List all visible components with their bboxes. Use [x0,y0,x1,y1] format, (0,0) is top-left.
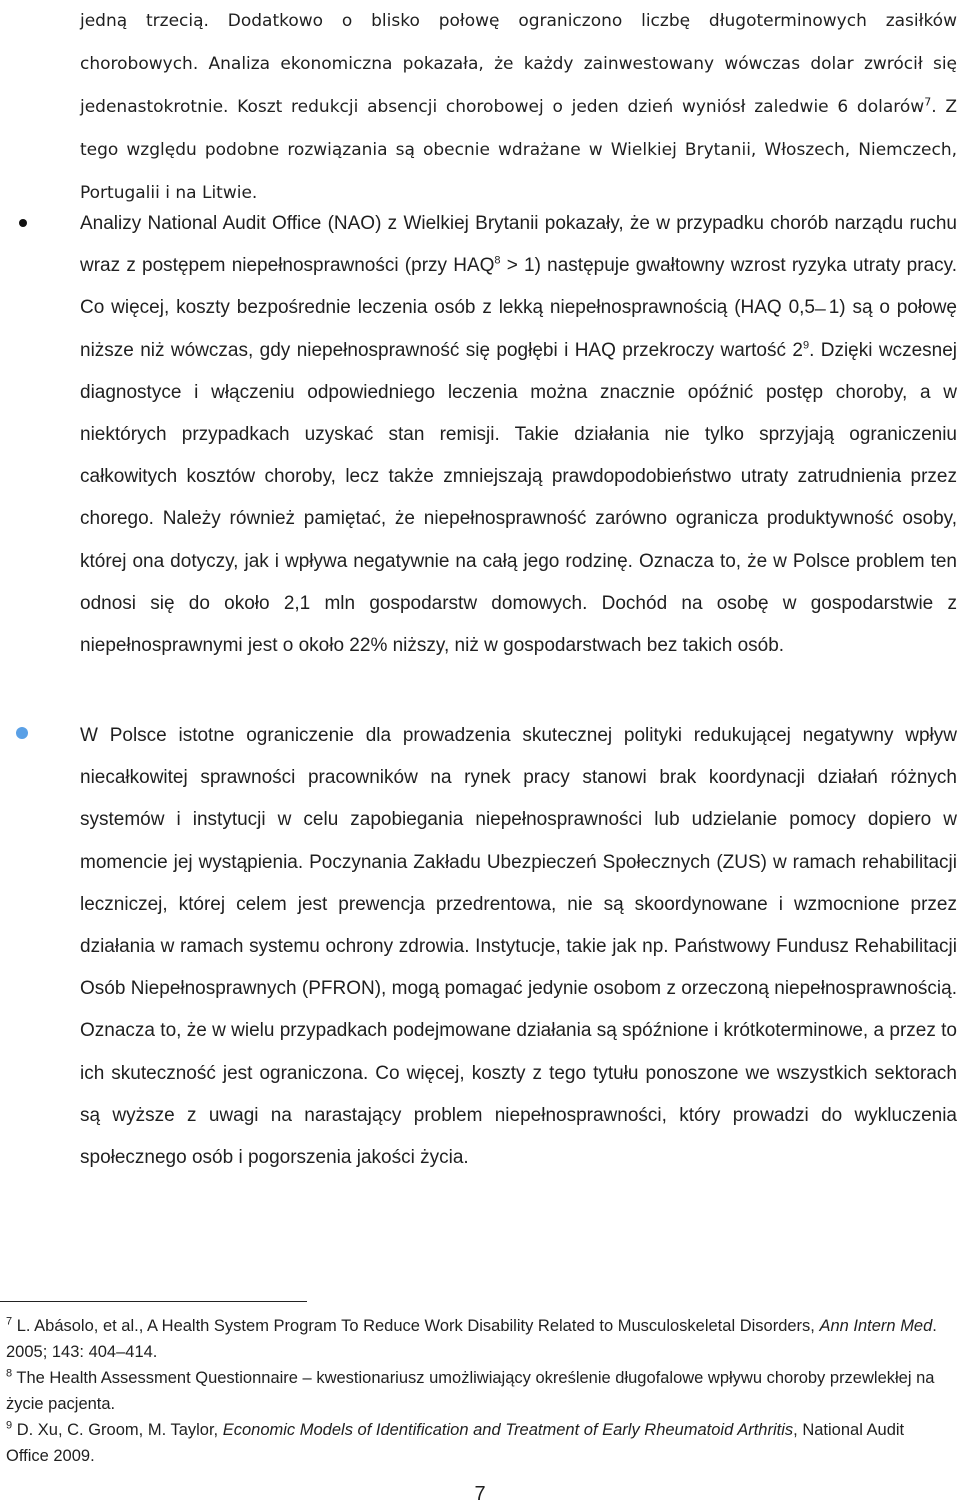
footnote-number: 8 [6,1367,13,1380]
footnote-ref[interactable]: 9 [802,339,810,352]
paragraph-text: jedną trzecią. Dodatkowo o blisko połowę ograniczono liczbę długoterminowych zasiłków chorobowych. Analiza ekonomiczna pokazała, że każdy zainwestowany wówczas dolar zwrócił się jedenastokrotnie. Koszt redukcji absencji chorobowej o jeden dzień wyniósł zaledwie 6 dolarów [80,11,957,117]
footnotes [6,1313,951,1469]
footnote-number: 7 [6,1315,13,1328]
footnote-ref[interactable]: 8 [494,254,501,267]
footnote-item [6,1417,951,1469]
paragraph-text: > 1) następuje gwałtowny wzrost ryzyka utraty pracy. Co więcej, koszty bezpośrednie leczenia osób z lekką niepełnosprawnością (HAQ 0,5 ̶ 1) są o połowę niższe niż wówczas, gdy niepełnosprawność się pogłębi i HAQ przekroczy wartość 2 [80,255,957,361]
footnote-item [6,1365,951,1417]
footnote-number: 9 [6,1419,13,1432]
footnote-text: L. Abásolo, et al., A Health System Program To Reduce Work Disability Related to Musculoskeletal Disorders, [12,1317,820,1335]
paragraph-text: . Dzięki wczesnej diagnostyce i włączeniu odpowiedniego leczenia można znacznie opóźnić postęp choroby, a w niektórych przypadkach uzyskać stan remisji. Takie działania nie tylko sprzyjają ograniczeniu całkowitych kosztów choroby, lecz także zmniejszają prawdopodobieństwo utraty zatrudnienia przez chorego. Należy również pamiętać, że niepełnosprawność zarówno ogranicza produktywność osoby, której ona dotyczy, jak i wpływa negatywnie na całą jego rodzinę. Oznacza to, że w Polsce problem ten odnosi się do około 2,1 mln gospodarstw domowych. Dochód na osobę w gospodarstwie z niepełnosprawnymi jest o około 22% niższy, niż w gospodarstwach bez takich osób. [80,339,957,657]
bullet-icon [19,219,27,227]
footnote-divider [0,1301,307,1302]
footnote-text: The Health Assessment Questionnaire – kwestionariusz umożliwiający określenie długofalowe wpływu choroby przewlekłej na życie pacjenta. [6,1369,935,1413]
footnote-ref[interactable]: 7 [924,95,932,109]
footnote-text: , National Audit Office 2009. [6,1421,905,1465]
paragraph-continued [80,0,957,215]
paragraph-text: . Z tego względu podobne rozwiązania są obecnie wdrażane w Wielkiej Brytanii, Włoszech, Niemczech, Portugalii i na Litwie. [80,97,957,203]
bullet-paragraph [80,715,957,1179]
footnote-italic: Economic Models of Identification and Treatment of Early Rheumatoid Arthritis [222,1421,794,1439]
footnote-text: D. Xu, C. Groom, M. Taylor, [12,1421,223,1439]
bullet-paragraph [80,203,957,667]
footnote-text: . 2005; 143: 404–414. [6,1317,937,1361]
paragraph-text: W Polsce istotne ograniczenie dla prowadzenia skutecznej polityki redukującej negatywny wpływ niecałkowitej sprawności pracowników na rynek pracy stanowi brak koordynacji działań różnych systemów i instytucji w celu zapobiegania niepełnosprawności lub udzielanie pomocy dopiero w momencie jej wystąpienia. Poczynania Zakładu Ubezpieczeń Społecznych (ZUS) w ramach rehabilitacji leczniczej, której celem jest prewencja przedrentowa, nie są skoordynowane i wzmocnione przez działania w ramach systemu ochrony zdrowia. Instytucje, takie jak np. Państwowy Fundusz Rehabilitacji Osób Niepełnosprawnych (PFRON), mogą pomagać jedynie osobom z orzeczoną niepełnosprawnością. Oznacza to, że w wielu przypadkach podejmowane działania są spóźnione i krótkoterminowe, a przez to ich skuteczność jest ograniczona. Co więcej, koszty z tego tytułu ponoszone we wszystkich sektorach są wyższe z uwagi na narastający problem niepełnosprawności, który prowadzi do wykluczenia społecznego osób i pogorszenia jakości życia. [80,725,957,1169]
paragraph-text: Analizy National Audit Office (NAO) z Wielkiej Brytanii pokazały, że w przypadku chorób narządu ruchu wraz z postępem niepełnosprawności (przy HAQ [80,213,957,277]
bullet-icon [16,727,28,739]
footnote-item [6,1313,951,1365]
footnote-italic: Ann Intern Med [819,1317,933,1335]
page-number: 7 [474,1483,486,1505]
